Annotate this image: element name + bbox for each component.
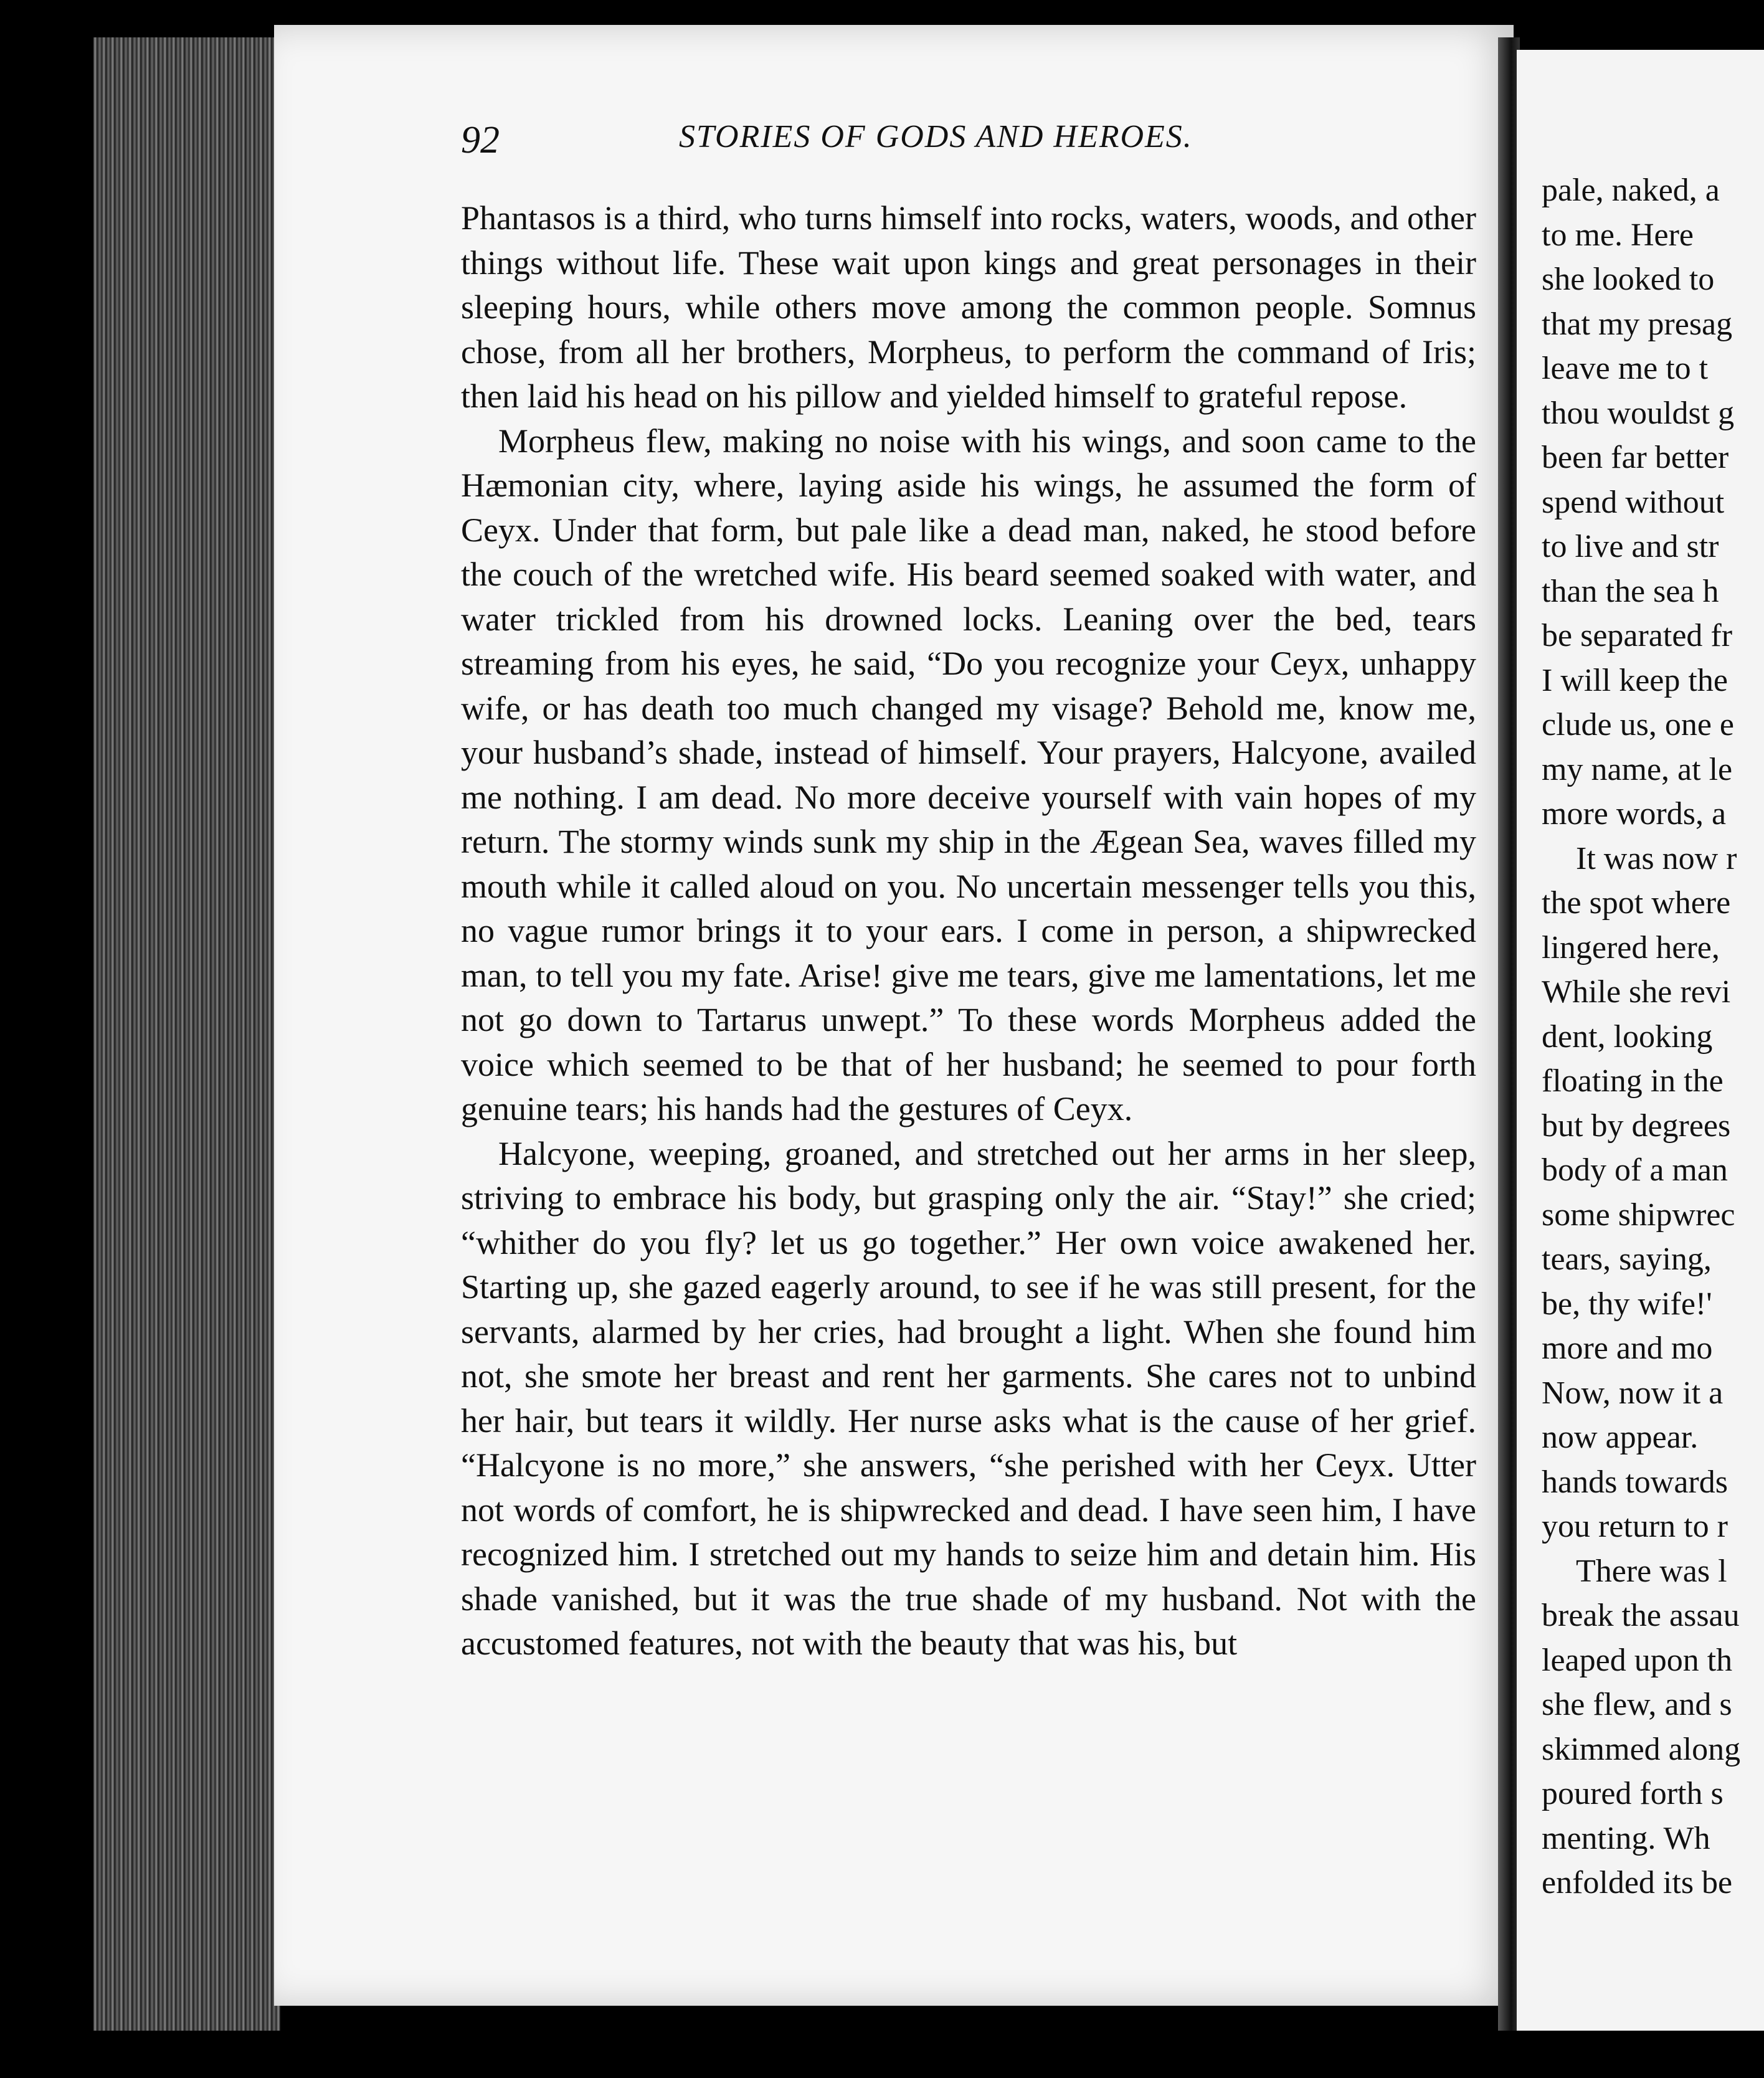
- right-page-line: leaped upon th: [1542, 1642, 1733, 1678]
- paragraph-3: Halcyone, weeping, groaned, and stretched out her arms in her sleep, striving to embrace his body, but grasping only the air. “Stay!” she cried; “whither do you fly? let us go together.” Her own voice awakened her. Starting up, she gazed eagerly around, to see if he was still present, for the servants, alarmed by her cries, had brought a light. When she found him not, she smote her breast and rent her garments. She cares not to unbind her hair, but tears it wildly. Her nurse asks what is the cause of her grief. “Halcyone is no more,” she answers, “she perished with her Ceyx. Utter not words of comfort, he is shipwrecked and dead. I have seen him, I have recognized him. I stretched out my hands to seize him and detain him. His shade vanished, but it was the true shade of my husband. Not with the accustomed features, not with the beauty that was his, but: [461, 1134, 1476, 1662]
- right-page-line: enfolded its be: [1542, 1865, 1733, 1900]
- right-page-line: my name, at le: [1542, 751, 1733, 787]
- right-page-line: now appear.: [1542, 1420, 1699, 1455]
- right-page-line: It was now r: [1576, 840, 1737, 876]
- right-page-line: tears, saying,: [1542, 1241, 1712, 1277]
- right-page-line: body of a man: [1542, 1152, 1728, 1188]
- right-page-text: [1542, 168, 1764, 1905]
- right-page-line: I will keep the: [1542, 662, 1728, 698]
- right-page-line: to me. Here: [1542, 217, 1694, 253]
- right-page-line: pale, naked, a: [1542, 173, 1720, 208]
- right-page-line: she looked to: [1542, 262, 1715, 297]
- right-page-line: that my presag: [1542, 306, 1733, 342]
- right-page-line: been far better: [1542, 440, 1729, 475]
- body-text: [461, 196, 1476, 1666]
- book-page-edges: [93, 37, 280, 2031]
- right-page-line: the spot where: [1542, 885, 1731, 921]
- right-page-line: There was l: [1576, 1553, 1727, 1589]
- right-page-line: skimmed along: [1542, 1731, 1741, 1767]
- right-page-line: dent, looking: [1542, 1018, 1713, 1055]
- left-page: [274, 25, 1514, 2006]
- right-page-line: break the assau: [1542, 1598, 1740, 1633]
- right-page-line: leave me to t: [1542, 351, 1709, 386]
- right-page-line: she flew, and s: [1542, 1687, 1732, 1722]
- paragraph-1: Phantasos is a third, who turns himself into rocks, waters, woods, and other things without life. These wait upon kings and great personages in their sleeping hours, while others move among the common people. Somnus chose, from all her brothers, Morpheus, to perform the command of Iris; then laid his head on his pillow and yielded himself to grateful repose.: [461, 199, 1476, 415]
- right-page-line: be separated fr: [1542, 618, 1733, 653]
- right-page-line: than the sea h: [1542, 573, 1719, 609]
- right-page-line: some shipwrec: [1542, 1197, 1735, 1233]
- right-page-line: While she revi: [1542, 974, 1731, 1010]
- right-page-line: more words, a: [1542, 796, 1727, 832]
- right-page-line: you return to r: [1542, 1509, 1728, 1544]
- right-page-line: floating in the: [1542, 1063, 1724, 1099]
- running-title: STORIES OF GODS AND HEROES.: [679, 119, 1193, 154]
- right-page-line: lingered here,: [1542, 929, 1720, 965]
- right-page-line: hands towards: [1542, 1464, 1728, 1500]
- right-page-line: to live and str: [1542, 529, 1719, 564]
- page-number: 92: [461, 119, 500, 161]
- right-page-line: menting. Wh: [1542, 1820, 1710, 1856]
- right-page-line: spend without: [1542, 484, 1725, 520]
- right-page-line: more and mo: [1542, 1331, 1713, 1366]
- right-page-line: Now, now it a: [1542, 1375, 1724, 1411]
- right-page-line: poured forth s: [1542, 1776, 1724, 1811]
- paragraph-2: Morpheus flew, making no noise with his wings, and soon came to the Hæmonian city, where, laying aside his wings, he assumed the form of Ceyx. Under that form, but pale like a dead man, naked, he stood before the couch of the wretched wife. His beard seemed soaked with water, and water trickled from his drowned locks. Leaning over the bed, tears streaming from his eyes, he said, “Do you recognize your Ceyx, unhappy wife, or has death too much changed my visage? Behold me, know me, your husband’s shade, instead of himself. Your prayers, Halcyone, availed me nothing. I am dead. No more deceive yourself with vain hopes of my return. The stormy winds sunk my ship in the Ægean Sea, waves filled my mouth while it called aloud on you. No uncertain messenger tells you this, no vague rumor brings it to your ears. I come in person, a shipwrecked man, to tell you my fate. Arise! give me tears, give me lamentations, let me not go down to Tartarus unwept.” To these words Morpheus added the voice which seemed to be that of her husband; he seemed to pour forth genuine tears; his hands had the gestures of Ceyx.: [461, 422, 1476, 1127]
- right-page-line: clude us, one e: [1542, 707, 1735, 742]
- right-page-line: be, thy wife!': [1542, 1286, 1712, 1322]
- right-page-line: but by degrees: [1542, 1108, 1731, 1144]
- right-page: [1517, 50, 1764, 2031]
- right-page-line: thou wouldst g: [1542, 395, 1735, 431]
